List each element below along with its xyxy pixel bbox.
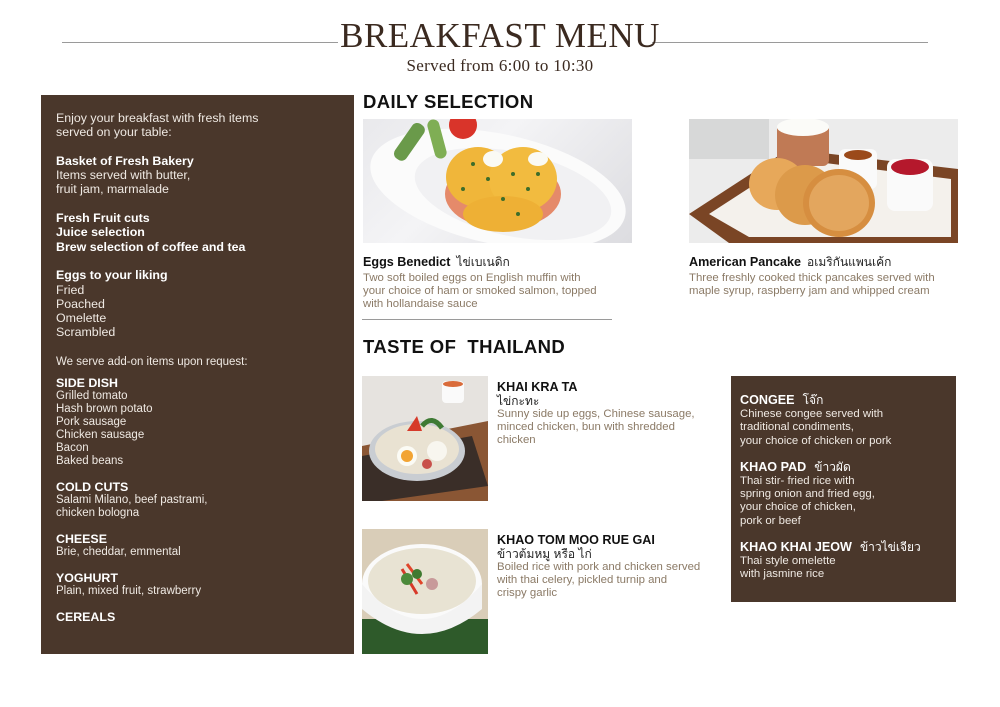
dish-name: CONGEE: [740, 393, 795, 407]
side-dish-section: SIDE DISH Grilled tomato Hash brown potato Pork sausage Chicken sausage Bacon Baked beans: [56, 375, 153, 467]
section-divider: [362, 319, 612, 320]
khao-khai-jeow-item: KHAO KHAI JEOW ข้าวไข่เจียว Thai style omelette with jasmine rice: [740, 539, 921, 581]
taste-of-thailand-heading: TASTE OF THAILAND: [363, 336, 566, 357]
dish-thai-name: ไข่กะทะ: [497, 394, 540, 408]
khai-kra-ta-photo: [362, 376, 488, 501]
congee-item: CONGEE โจ๊ก Chinese congee served with traditional condiments, your choice of chicken or pork: [740, 393, 892, 447]
dish-thai-name: ไข่เบเนดิก: [456, 255, 510, 269]
dish-thai-name: โจ๊ก: [802, 393, 824, 407]
bakery-title: Basket of Fresh Bakery: [56, 153, 194, 168]
eggs-benedict-photo: [363, 119, 632, 243]
dish-name: KHAO KHAI JEOW: [740, 539, 852, 554]
cheese-section: CHEESE Brie, cheddar, emmental: [56, 531, 181, 558]
extras-section: Fresh Fruit cuts Juice selection Brew selection of coffee and tea: [56, 211, 246, 254]
thai-dishes-box: [731, 376, 956, 602]
dish-description: Three freshly cooked thick pancakes served with maple syrup, raspberry jam and whipped cream: [689, 272, 935, 297]
dish-name: KHAO PAD: [740, 459, 807, 474]
dish-description: Sunny side up eggs, Chinese sausage, minced chicken, bun with shredded chicken: [497, 408, 695, 446]
american-pancake-item: [689, 253, 969, 298]
dish-name: American Pancake: [689, 255, 802, 269]
dish-name: KHAO TOM MOO RUE GAI: [497, 533, 655, 547]
dish-name: Eggs Benedict: [363, 255, 451, 269]
cold-cuts-section: COLD CUTS Salami Milano, beef pastrami, chicken bologna: [56, 479, 208, 519]
dish-thai-name: ข้าวผัด: [814, 459, 851, 474]
dish-name: KHAI KRA TA: [497, 380, 578, 394]
daily-selection-heading: DAILY SELECTION: [363, 91, 534, 112]
dish-thai-name: ข้าวต้มหมู หรือ ไก่: [497, 547, 592, 561]
dish-description: Two soft boiled eggs on English muffin with your choice of ham or smoked salmon, topped with hollandaise sauce: [363, 272, 597, 310]
dish-thai-name: ข้าวไข่เจียว: [859, 539, 921, 554]
menu-title: BREAKFAST MENU: [340, 16, 660, 55]
dish-description: Boiled rice with pork and chicken served with thai celery, pickled turnip and crispy garlic: [497, 561, 701, 599]
dish-thai-name: อเมริกันแพนเค้ก: [807, 255, 892, 269]
intro-text: Enjoy your breakfast with fresh items served on your table:: [56, 111, 259, 140]
bakery-section: Basket of Fresh Bakery Items served with butter, fruit jam, marmalade: [56, 154, 339, 197]
included-items-panel: [41, 95, 354, 654]
eggs-benedict-item: [363, 253, 633, 311]
khao-pad-item: KHAO PAD ข้าวผัด Thai stir- fried rice with spring onion and fried egg, your choice of chicken, pork or beef: [740, 459, 875, 527]
yoghurt-section: YOGHURT Plain, mixed fruit, strawberry: [56, 570, 202, 597]
eggs-section: Eggs to your liking Fried Poached Omelette Scrambled: [56, 268, 339, 339]
eggs-title: Eggs to your liking: [56, 268, 168, 283]
menu-subtitle: Served from 6:00 to 10:30: [406, 56, 594, 75]
khao-tom-item: [497, 533, 727, 600]
khai-kra-ta-item: [497, 380, 727, 447]
american-pancake-photo: [689, 119, 958, 243]
khao-tom-photo: [362, 529, 488, 654]
cereals-section: CEREALS: [56, 609, 116, 624]
addon-note: We serve add-on items upon request:: [56, 355, 248, 368]
